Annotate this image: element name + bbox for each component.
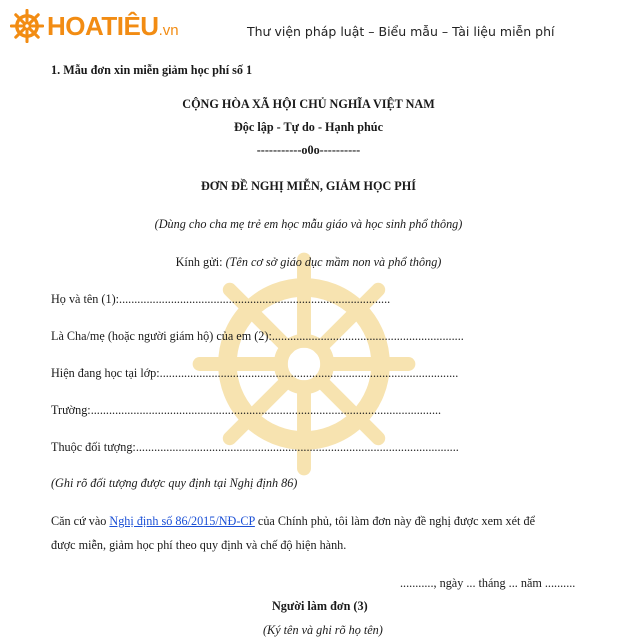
- basis-line-2: được miễn, giảm học phí theo quy định và chế độ hiện hành.: [51, 538, 347, 552]
- basis-suffix: của Chính phủ, tôi làm đơn này đề nghị được xem xét để: [254, 514, 535, 528]
- ship-wheel-icon: [10, 9, 44, 43]
- field-category: Thuộc đối tượng:..........................................................................................................: [51, 440, 459, 454]
- site-header: [0, 0, 617, 50]
- signer-title: Người làm đơn (3): [272, 599, 368, 613]
- signer-note: (Ký tên và ghi rõ họ tên): [263, 623, 383, 637]
- form-title: ĐƠN ĐỀ NGHỊ MIỄN, GIẢM HỌC PHÍ: [201, 179, 416, 193]
- addressee-label: Kính gửi:: [175, 255, 226, 269]
- addressee-value: (Tên cơ sở giáo dục mầm non và phổ thông): [225, 255, 442, 269]
- decree-link[interactable]: Nghị định số 86/2015/NĐ-CP: [109, 514, 255, 528]
- basis-prefix: Căn cứ vào: [51, 514, 110, 528]
- site-logo[interactable]: [10, 8, 179, 44]
- national-motto: Độc lập - Tự do - Hạnh phúc: [234, 120, 383, 134]
- title-separator: -----------o0o----------: [256, 143, 361, 157]
- date-line: ..........., ngày ... tháng ... năm ..........: [400, 576, 576, 590]
- field-school: Trường:...................................................................................................................: [51, 403, 442, 417]
- basis-paragraph: [51, 514, 583, 529]
- section-title: 1. Mẫu đơn xin miễn giảm học phí số 1: [51, 63, 253, 77]
- site-tagline: Thư viện pháp luật – Biểu mẫu – Tài liệu miễn phí: [247, 24, 555, 39]
- field-name: Họ và tên (1):.........................................................................................: [51, 292, 391, 306]
- addressee-line: [0, 255, 617, 270]
- field-parent: Là Cha/mẹ (hoặc người giám hộ) của em (2):...............................................................: [51, 329, 464, 343]
- national-title: CỘNG HÒA XÃ HỘI CHỦ NGHĨA VIỆT NAM: [182, 97, 435, 111]
- form-subtitle: (Dùng cho cha mẹ trẻ em học mẫu giáo và học sinh phổ thông): [154, 217, 463, 231]
- field-class: Hiện đang học tại lớp:..................................................................................................: [51, 366, 459, 380]
- logo-text: HOATIÊU: [47, 10, 159, 41]
- category-note: (Ghi rõ đối tượng được quy định tại Nghị định 86): [51, 476, 298, 490]
- logo-suffix: .vn: [158, 22, 179, 39]
